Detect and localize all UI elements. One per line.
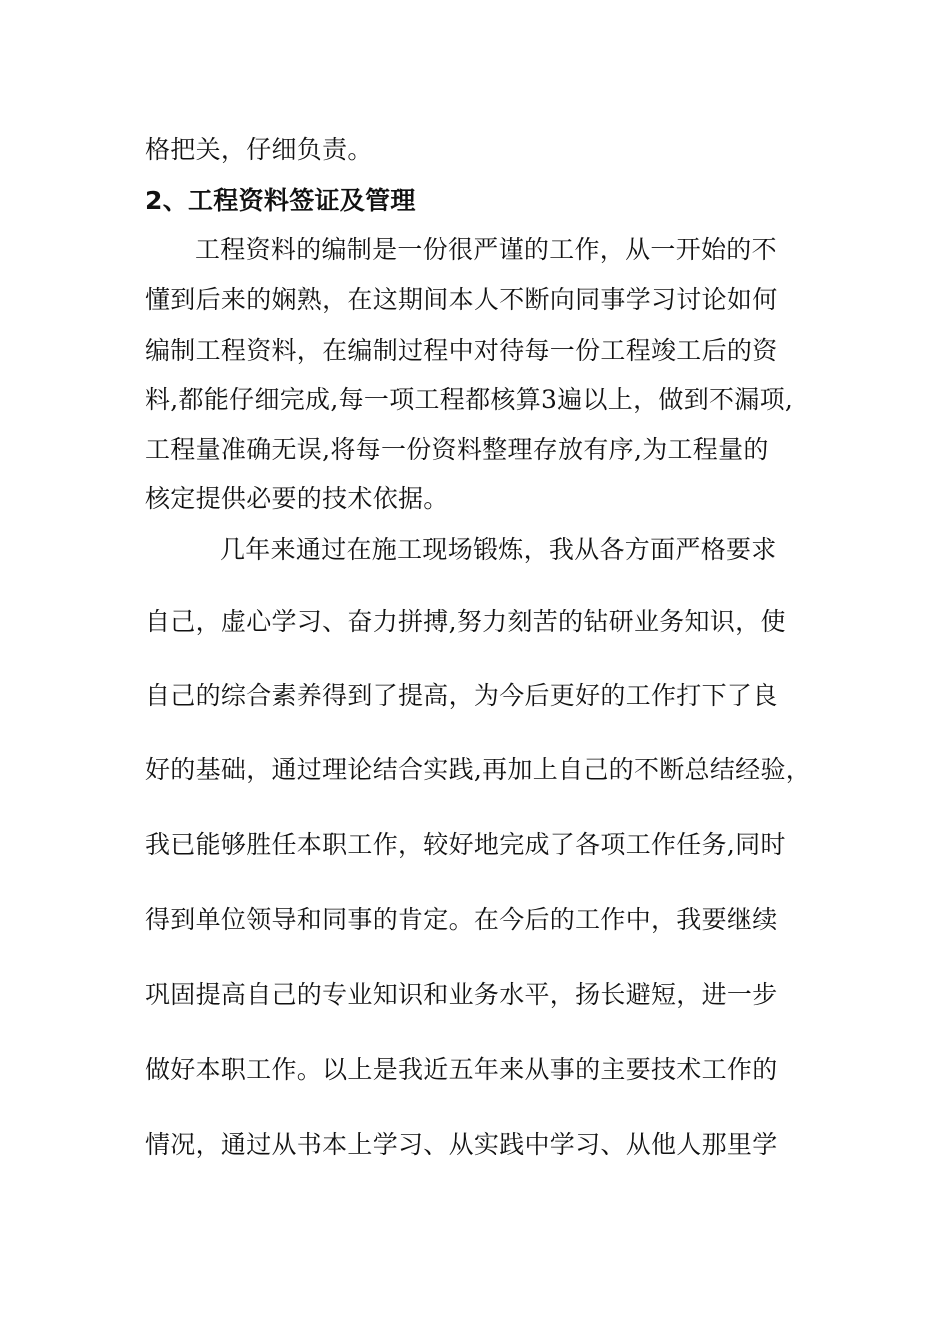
paragraph1-line: 工程资料的编制是一份很严谨的工作，从一开始的不 (195, 235, 777, 264)
paragraph2-line: 做好本职工作。以上是我近五年来从事的主要技术工作的 (145, 1055, 778, 1084)
paragraph2-line: 自己的综合素养得到了提高，为今后更好的工作打下了良 (145, 681, 778, 710)
paragraph2-line: 情况，通过从书本上学习、从实践中学习、从他人那里学 (145, 1130, 778, 1159)
section-heading: 2、工程资料签证及管理 (145, 186, 416, 215)
paragraph2-line: 几年来通过在施工现场锻炼，我从各方面严格要求 (220, 535, 777, 564)
paragraph1-line: 料,都能仔细完成,每一项工程都核算3遍以上，做到不漏项, (145, 385, 794, 414)
continuation-text: 格把关，仔细负责。 (145, 135, 373, 164)
paragraph1-line: 核定提供必要的技术依据。 (145, 484, 449, 513)
paragraph2-line: 巩固提高自己的专业知识和业务水平，扬长避短，进一步 (145, 980, 778, 1009)
paragraph2-line: 得到单位领导和同事的肯定。在今后的工作中，我要继续 (145, 905, 778, 934)
paragraph1-line: 工程量准确无误,将每一份资料整理存放有序,为工程量的 (145, 435, 769, 464)
paragraph2-line: 自己，虚心学习、奋力拼搏,努力刻苦的钻研业务知识，使 (145, 607, 786, 636)
paragraph2-line: 我已能够胜任本职工作，较好地完成了各项工作任务,同时 (145, 830, 786, 859)
paragraph2-line: 好的基础，通过理论结合实践,再加上自己的不断总结经验， (145, 755, 812, 784)
paragraph1-line: 懂到后来的娴熟，在这期间本人不断向同事学习讨论如何 (145, 285, 778, 314)
paragraph1-line: 编制工程资料，在编制过程中对待每一份工程竣工后的资 (145, 336, 778, 365)
